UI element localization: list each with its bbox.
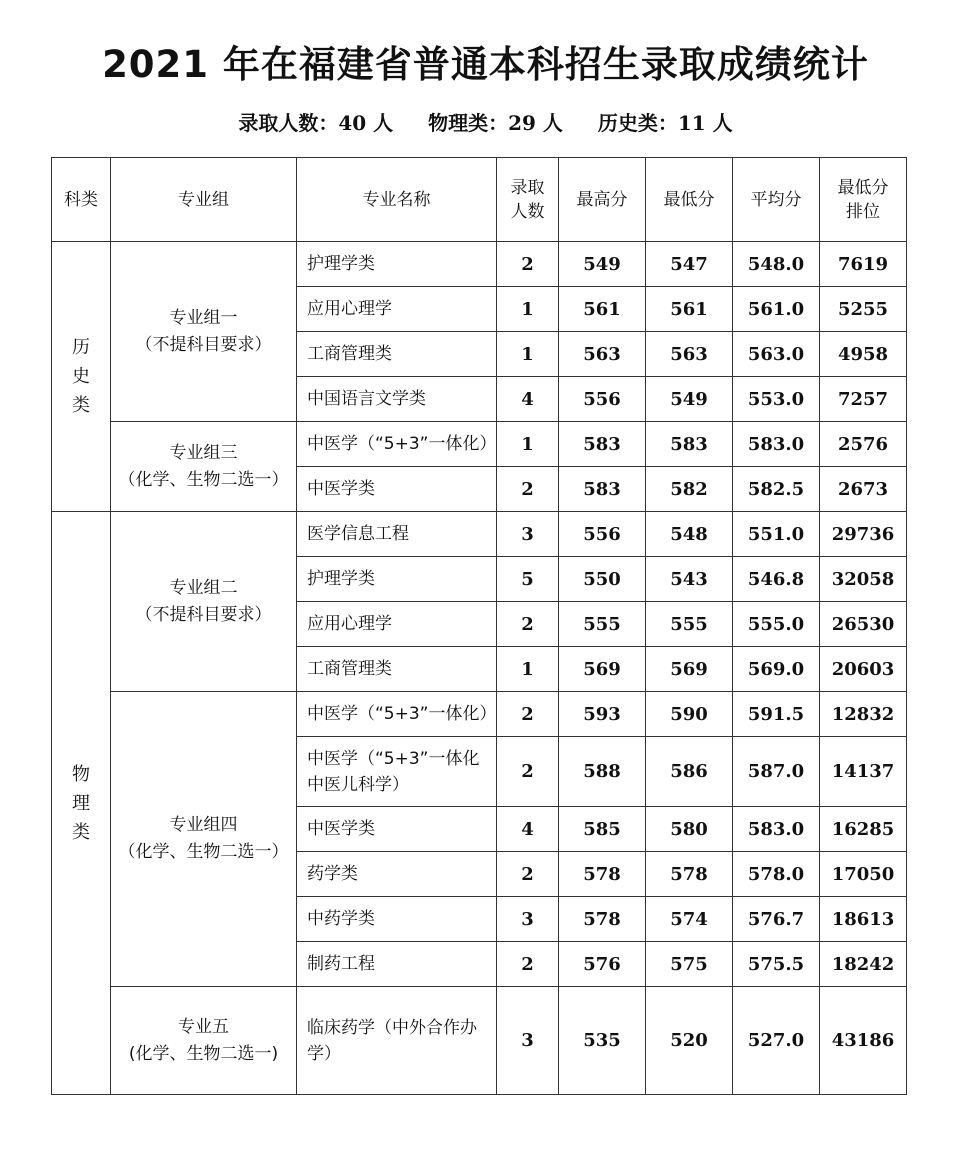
group-requirement: （不提科目要求）	[135, 604, 272, 625]
admission-table	[51, 157, 907, 1095]
max-score: 583	[559, 467, 646, 512]
admit-count: 1	[497, 332, 559, 377]
admit-count: 1	[497, 647, 559, 692]
avg-score: 569.0	[733, 647, 820, 692]
avg-score: 553.0	[733, 377, 820, 422]
min-rank: 43186	[820, 987, 907, 1095]
max-score: 588	[559, 737, 646, 807]
admit-count: 3	[497, 897, 559, 942]
avg-score: 591.5	[733, 692, 820, 737]
admit-count: 4	[497, 377, 559, 422]
min-rank: 26530	[820, 602, 907, 647]
max-score: 556	[559, 512, 646, 557]
major-group-g2	[111, 512, 297, 692]
avg-score: 587.0	[733, 737, 820, 807]
group-requirement: （化学、生物二选一）	[118, 842, 289, 862]
major-group-g1	[111, 242, 297, 422]
max-score: 578	[559, 897, 646, 942]
min-score: 563	[646, 332, 733, 377]
group-name: 专业组四	[169, 815, 238, 835]
major-name: 中医学（“5+3”一体化）	[297, 692, 497, 737]
major-name: 中医学（“5+3”一体化中医儿科学）	[297, 737, 497, 807]
major-name: 应用心理学	[297, 287, 497, 332]
min-score: 578	[646, 852, 733, 897]
min-score: 575	[646, 942, 733, 987]
admit-count: 2	[497, 242, 559, 287]
admit-count: 2	[497, 467, 559, 512]
table-row	[52, 422, 907, 467]
group-name: 专业组三	[169, 442, 238, 463]
min-score: 548	[646, 512, 733, 557]
max-score: 549	[559, 242, 646, 287]
table-row	[52, 692, 907, 737]
admit-count: 1	[497, 287, 559, 332]
avg-score: 583.0	[733, 422, 820, 467]
min-rank: 18242	[820, 942, 907, 987]
min-rank: 2673	[820, 467, 907, 512]
total-admitted: 录取人数：40 人	[238, 111, 394, 135]
major-name: 应用心理学	[297, 602, 497, 647]
max-score: 593	[559, 692, 646, 737]
major-group-g3	[111, 422, 297, 512]
major-name: 中医学（“5+3”一体化）	[297, 422, 497, 467]
header-max: 最高分	[559, 158, 646, 242]
major-group-g4	[111, 692, 297, 987]
min-score: 549	[646, 377, 733, 422]
min-rank: 12832	[820, 692, 907, 737]
min-score: 590	[646, 692, 733, 737]
max-score: 585	[559, 807, 646, 852]
group-requirement: （不提科目要求）	[135, 334, 272, 355]
group-name: 专业组一	[169, 307, 238, 328]
avg-score: 575.5	[733, 942, 820, 987]
major-name: 临床药学（中外合作办学）	[297, 987, 497, 1095]
table-row	[52, 512, 907, 557]
min-rank: 17050	[820, 852, 907, 897]
min-rank: 18613	[820, 897, 907, 942]
physics-admitted: 物理类：29 人	[428, 111, 563, 135]
major-name: 中药学类	[297, 897, 497, 942]
max-score: 563	[559, 332, 646, 377]
max-score: 583	[559, 422, 646, 467]
page-title: 2021 年在福建省普通本科招生录取成绩统计	[102, 43, 869, 86]
min-rank: 4958	[820, 332, 907, 377]
header-group: 专业组	[111, 158, 297, 242]
min-score: 561	[646, 287, 733, 332]
header-row	[52, 158, 907, 242]
min-score: 580	[646, 807, 733, 852]
max-score: 561	[559, 287, 646, 332]
admit-count: 5	[497, 557, 559, 602]
major-name: 制药工程	[297, 942, 497, 987]
avg-score: 551.0	[733, 512, 820, 557]
major-name: 工商管理类	[297, 332, 497, 377]
history-admitted: 历史类：11 人	[597, 111, 733, 135]
avg-score: 578.0	[733, 852, 820, 897]
table-row	[52, 242, 907, 287]
major-name: 护理学类	[297, 242, 497, 287]
max-score: 556	[559, 377, 646, 422]
admit-count: 2	[497, 737, 559, 807]
header-kelei: 科类	[52, 158, 111, 242]
min-score: 586	[646, 737, 733, 807]
min-score: 555	[646, 602, 733, 647]
min-rank: 20603	[820, 647, 907, 692]
min-rank: 16285	[820, 807, 907, 852]
avg-score: 555.0	[733, 602, 820, 647]
avg-score: 563.0	[733, 332, 820, 377]
admit-count: 1	[497, 422, 559, 467]
min-rank: 29736	[820, 512, 907, 557]
group-name: 专业五	[178, 1016, 229, 1037]
min-rank: 2576	[820, 422, 907, 467]
group-requirement: (化学、生物二选一)	[128, 1043, 279, 1064]
admit-count: 3	[497, 512, 559, 557]
min-score: 547	[646, 242, 733, 287]
min-score: 583	[646, 422, 733, 467]
major-name: 药学类	[297, 852, 497, 897]
avg-score: 582.5	[733, 467, 820, 512]
min-rank: 14137	[820, 737, 907, 807]
max-score: 555	[559, 602, 646, 647]
group-requirement: （化学、生物二选一）	[118, 469, 289, 490]
major-name: 护理学类	[297, 557, 497, 602]
avg-score: 527.0	[733, 987, 820, 1095]
admit-count: 2	[497, 942, 559, 987]
category-history: 历史类	[52, 242, 111, 512]
avg-score: 576.7	[733, 897, 820, 942]
table-row	[52, 987, 907, 1095]
min-rank: 7257	[820, 377, 907, 422]
min-rank: 5255	[820, 287, 907, 332]
admit-count: 2	[497, 602, 559, 647]
major-name: 中医学类	[297, 467, 497, 512]
header-min: 最低分	[646, 158, 733, 242]
header-count: 录取人数	[497, 158, 559, 242]
avg-score: 561.0	[733, 287, 820, 332]
min-rank: 7619	[820, 242, 907, 287]
major-group-g5	[111, 987, 297, 1095]
category-physics: 物理类	[52, 512, 111, 1095]
min-score: 582	[646, 467, 733, 512]
admit-count: 2	[497, 692, 559, 737]
max-score: 576	[559, 942, 646, 987]
max-score: 550	[559, 557, 646, 602]
admit-count: 2	[497, 852, 559, 897]
avg-score: 583.0	[733, 807, 820, 852]
header-rank: 最低分排位	[820, 158, 907, 242]
max-score: 569	[559, 647, 646, 692]
major-name: 中国语言文学类	[297, 377, 497, 422]
major-name: 中医学类	[297, 807, 497, 852]
admit-count: 3	[497, 987, 559, 1095]
min-score: 574	[646, 897, 733, 942]
max-score: 578	[559, 852, 646, 897]
min-rank: 32058	[820, 557, 907, 602]
max-score: 535	[559, 987, 646, 1095]
group-name: 专业组二	[169, 577, 238, 598]
header-major: 专业名称	[297, 158, 497, 242]
admission-summary	[0, 107, 971, 136]
min-score: 543	[646, 557, 733, 602]
admit-count: 4	[497, 807, 559, 852]
header-avg: 平均分	[733, 158, 820, 242]
major-name: 医学信息工程	[297, 512, 497, 557]
min-score: 520	[646, 987, 733, 1095]
major-name: 工商管理类	[297, 647, 497, 692]
avg-score: 548.0	[733, 242, 820, 287]
min-score: 569	[646, 647, 733, 692]
avg-score: 546.8	[733, 557, 820, 602]
